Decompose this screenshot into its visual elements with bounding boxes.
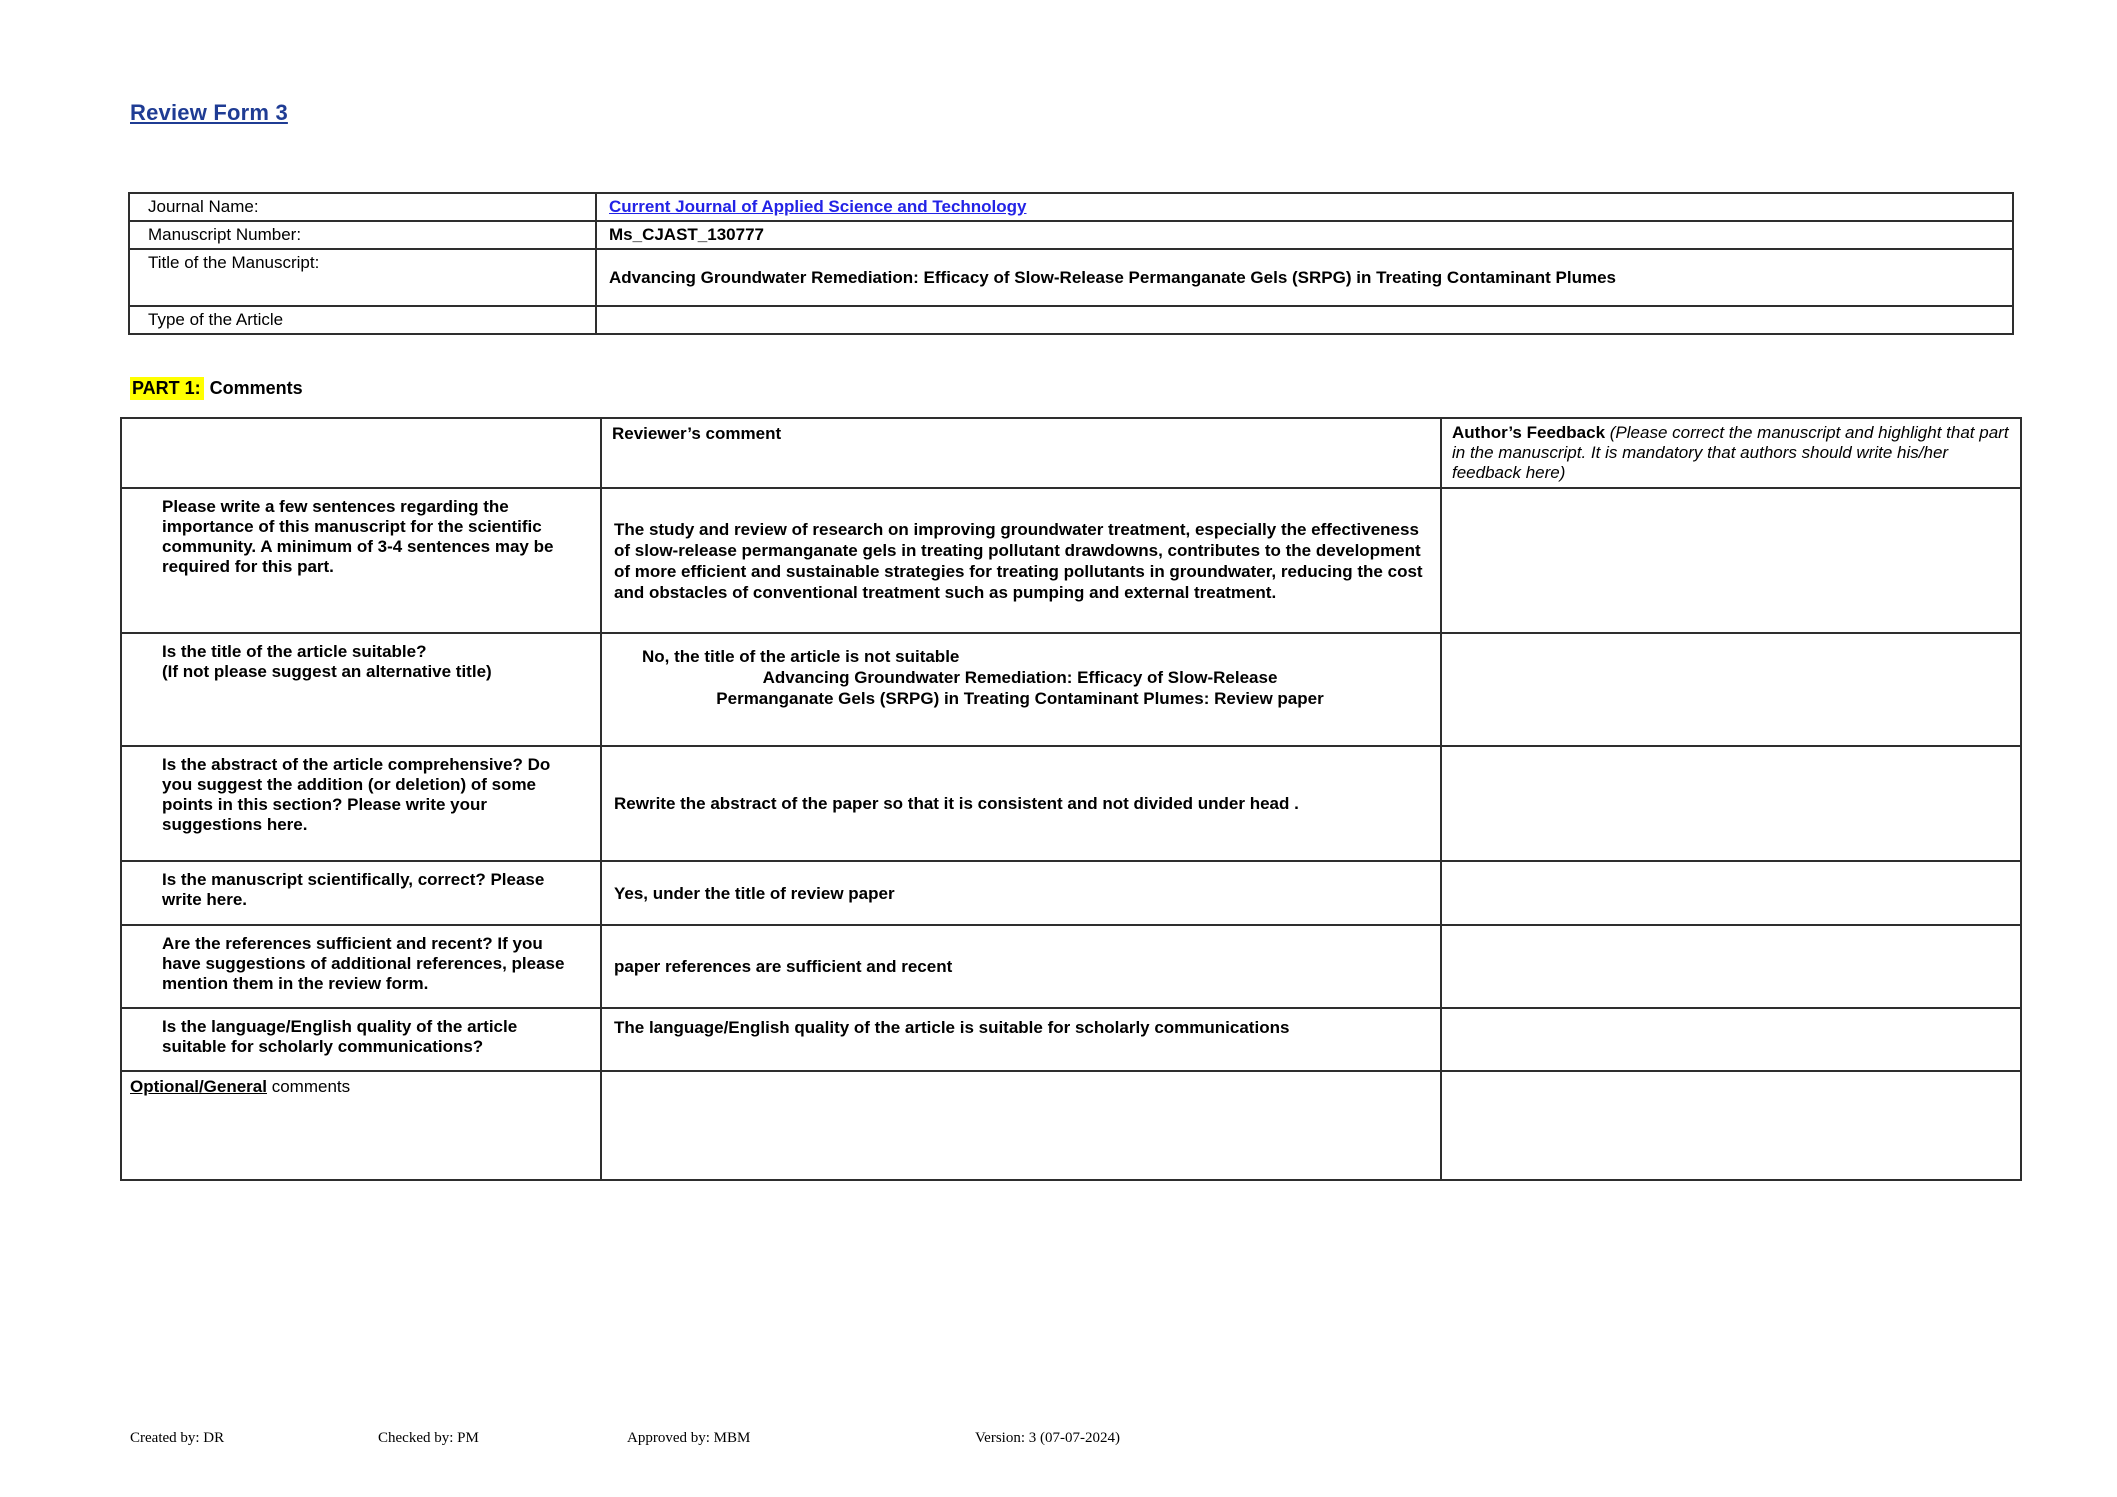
reviewer-comment-header: Reviewer’s comment: [601, 418, 1441, 488]
comment-abstract: Rewrite the abstract of the paper so that it is consistent and not divided under head .: [601, 746, 1441, 861]
question-title-suitable-line2: (If not please suggest an alternative title): [162, 662, 492, 681]
feedback-cell-language[interactable]: [1441, 1008, 2021, 1071]
footer-version: Version: 3 (07-07-2024): [975, 1430, 1120, 1446]
manuscript-title-value: Advancing Groundwater Remediation: Efficacy of Slow-Release Permanganate Gels (SRPG) in Treating Contaminant Plumes: [596, 249, 2013, 306]
feedback-cell-importance[interactable]: [1441, 488, 2021, 633]
feedback-cell-references[interactable]: [1441, 925, 2021, 1008]
feedback-cell-optional[interactable]: [1441, 1071, 2021, 1180]
header-empty-cell: [121, 418, 601, 488]
question-title-suitable-line1: Is the title of the article suitable?: [162, 642, 427, 661]
comment-title-suitable-line1: No, the title of the article is not suitable: [642, 647, 960, 666]
journal-name-cell: [596, 193, 2013, 221]
question-title-suitable: [121, 633, 601, 746]
comment-title-suitable-line3: Permanganate Gels (SRPG) in Treating Contaminant Plumes: Review paper: [716, 689, 1324, 708]
comment-title-suitable: [601, 633, 1441, 746]
part1-heading-rest: Comments: [209, 378, 303, 398]
author-feedback-header-note: (Please correct the manuscript and highlight that part in the manuscript. It is mandatory that authors should write his/her feedback here): [1452, 423, 2009, 482]
article-type-value-cell[interactable]: [596, 306, 2013, 334]
question-language: Is the language/English quality of the article suitable for scholarly communications?: [121, 1008, 601, 1071]
journal-name-link[interactable]: Current Journal of Applied Science and Technology: [609, 197, 1027, 216]
optional-comments-label-rest: comments: [266, 1077, 351, 1096]
manuscript-number-value: Ms_CJAST_130777: [596, 221, 2013, 249]
footer-created-by: Created by: DR: [130, 1430, 225, 1446]
footer-approved-by: Approved by: MBM: [627, 1430, 751, 1446]
question-references: Are the references sufficient and recent? If you have suggestions of additional references, please mention them in the review form.: [121, 925, 601, 1008]
question-scientific: Is the manuscript scientifically, correct? Please write here.: [121, 861, 601, 925]
author-feedback-header: [1441, 418, 2021, 488]
footer-checked-by: Checked by: PM: [378, 1430, 479, 1446]
comments-table: [120, 417, 2022, 1181]
optional-comment-cell[interactable]: [601, 1071, 1441, 1180]
part1-heading: [130, 378, 303, 399]
article-type-label: Type of the Article: [129, 306, 596, 334]
journal-name-label: Journal Name:: [129, 193, 596, 221]
feedback-cell-title[interactable]: [1441, 633, 2021, 746]
comment-references: paper references are sufficient and recent: [601, 925, 1441, 1008]
question-abstract: Is the abstract of the article comprehensive? Do you suggest the addition (or deletion) of some points in this section? Please write your suggestions here.: [121, 746, 601, 861]
comment-title-suitable-line2: Advancing Groundwater Remediation: Efficacy of Slow-Release: [762, 668, 1278, 687]
page-title: Review Form 3: [130, 100, 288, 125]
manuscript-number-label: Manuscript Number:: [129, 221, 596, 249]
part1-heading-highlight: PART 1:: [130, 377, 204, 400]
feedback-cell-scientific[interactable]: [1441, 861, 2021, 925]
comment-scientific: Yes, under the title of review paper: [601, 861, 1441, 925]
comment-importance: The study and review of research on improving groundwater treatment, especially the effectiveness of slow-release permanganate gels in treating pollutant drawdowns, contributes to the development of more efficient and sustainable strategies for treating pollutants in groundwater, reducing the cost and obstacles of conventional treatment such as pumping and external treatment.: [601, 488, 1441, 633]
feedback-cell-abstract[interactable]: [1441, 746, 2021, 861]
comment-language: The language/English quality of the article is suitable for scholarly communications: [601, 1008, 1441, 1071]
optional-comments-label: [121, 1071, 601, 1180]
optional-comments-label-strong: Optional/General: [130, 1077, 267, 1096]
question-importance: Please write a few sentences regarding the importance of this manuscript for the scientific community. A minimum of 3-4 sentences may be required for this part.: [121, 488, 601, 633]
author-feedback-header-bold: Author’s Feedback: [1452, 423, 1606, 442]
manuscript-title-label: Title of the Manuscript:: [129, 249, 596, 306]
journal-info-table: [128, 192, 2014, 335]
